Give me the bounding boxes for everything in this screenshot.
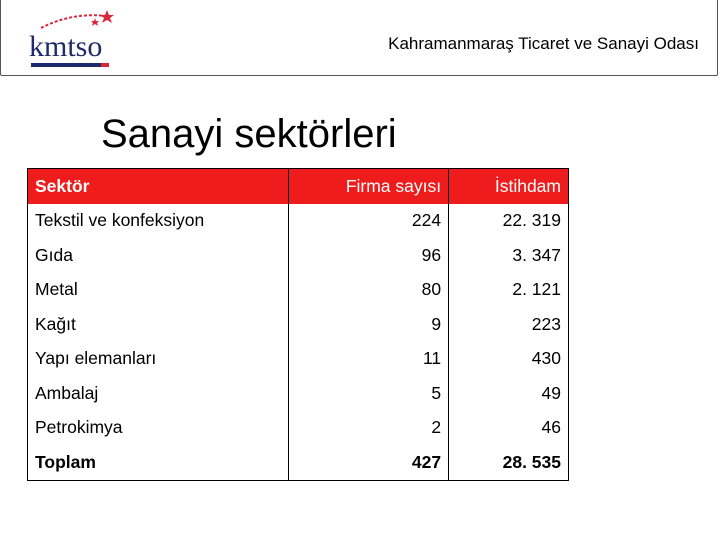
page-title: Sanayi sektörleri	[101, 112, 397, 156]
table-header-row	[28, 169, 569, 204]
table-row	[28, 273, 569, 308]
organization-name: Kahramanmaraş Ticaret ve Sanayi Odası	[388, 34, 699, 53]
total-firms: 427	[289, 445, 449, 480]
firms-cell: 11	[289, 342, 449, 377]
column-header-employment: İstihdam	[449, 169, 569, 204]
sector-cell: Tekstil ve konfeksiyon	[28, 204, 289, 239]
table-row	[28, 342, 569, 377]
header-bar	[0, 0, 718, 76]
firms-cell: 80	[289, 273, 449, 308]
svg-text:kmtso: kmtso	[29, 30, 103, 63]
sector-cell: Kağıt	[28, 307, 289, 342]
employment-cell: 46	[449, 411, 569, 446]
table-row	[28, 238, 569, 273]
table-row	[28, 411, 569, 446]
sectors-table	[27, 168, 569, 481]
employment-cell: 223	[449, 307, 569, 342]
employment-cell: 430	[449, 342, 569, 377]
sector-cell: Gıda	[28, 238, 289, 273]
employment-cell: 22. 319	[449, 204, 569, 239]
column-header-sector: Sektör	[28, 169, 289, 204]
total-row	[28, 445, 569, 480]
employment-cell: 49	[449, 376, 569, 411]
employment-cell: 3. 347	[449, 238, 569, 273]
sector-cell: Petrokimya	[28, 411, 289, 446]
kmtso-logo	[27, 10, 117, 72]
sector-cell: Ambalaj	[28, 376, 289, 411]
firms-cell: 96	[289, 238, 449, 273]
total-employment: 28. 535	[449, 445, 569, 480]
total-label: Toplam	[28, 445, 289, 480]
table-row	[28, 204, 569, 239]
column-header-firms: Firma sayısı	[289, 169, 449, 204]
employment-cell: 2. 121	[449, 273, 569, 308]
firms-cell: 9	[289, 307, 449, 342]
firms-cell: 224	[289, 204, 449, 239]
firms-cell: 2	[289, 411, 449, 446]
table-row	[28, 376, 569, 411]
sector-cell: Yapı elemanları	[28, 342, 289, 377]
table-row	[28, 307, 569, 342]
sector-cell: Metal	[28, 273, 289, 308]
firms-cell: 5	[289, 376, 449, 411]
